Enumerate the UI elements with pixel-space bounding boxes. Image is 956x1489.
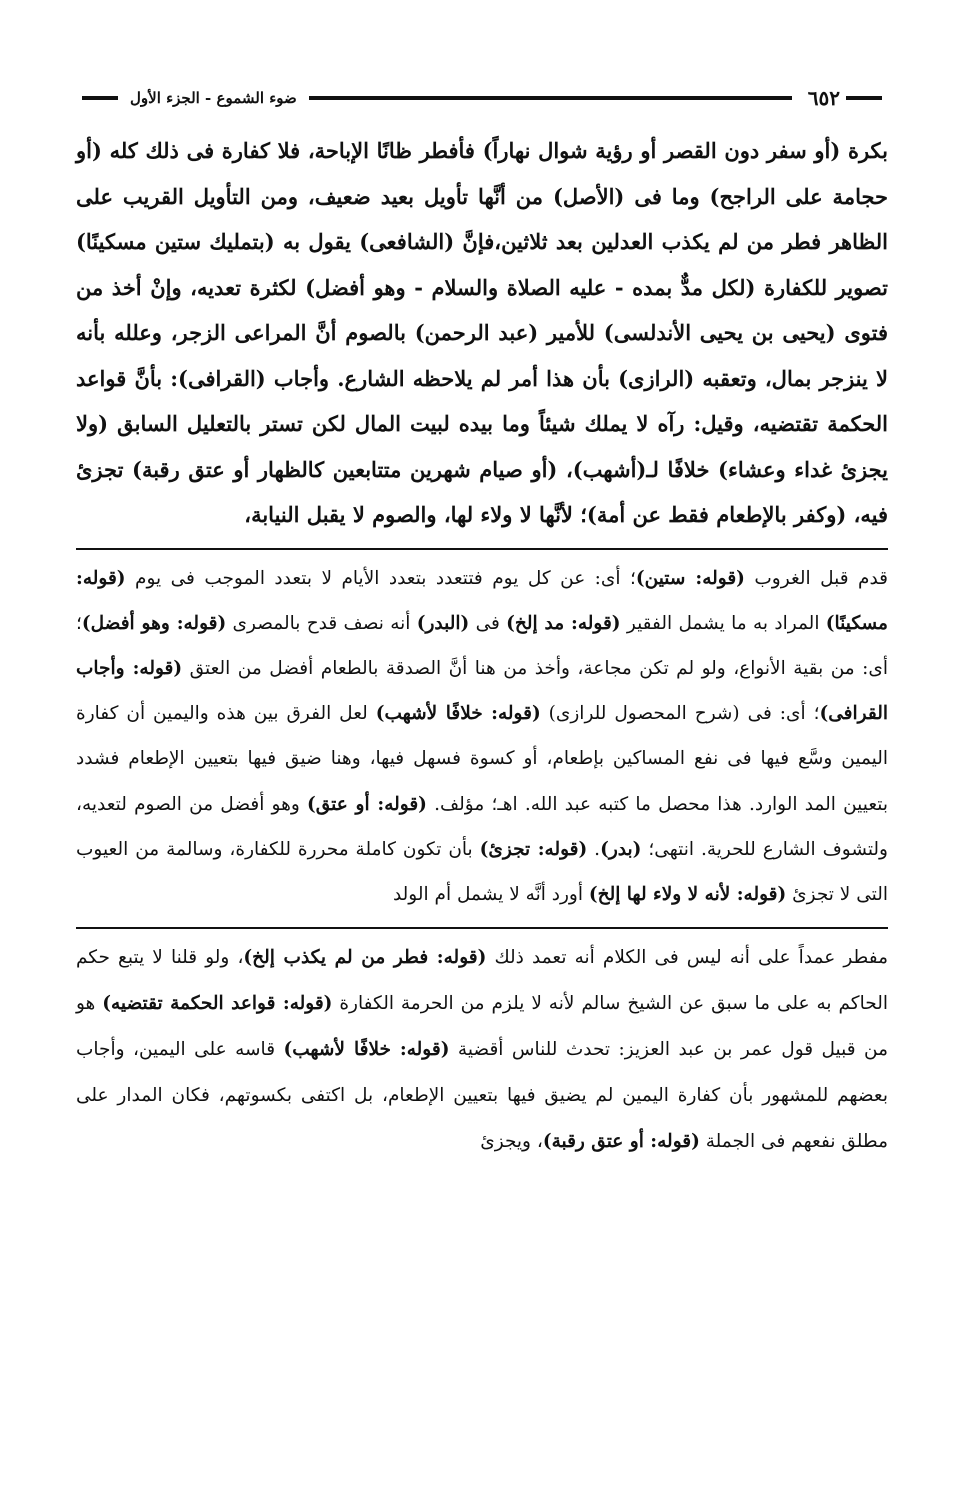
commentary-text-run: ؛ أى: فى (شرح المحصول للرازى) [540, 703, 820, 725]
commentary-text-run: وهو أفضل من الصوم لتعديه، ولتشوف الشارع للحرية. انتهى؛ [76, 793, 888, 860]
commentary-lemma: (قوله: مسكينًا) [76, 567, 888, 634]
commentary-lemma: (قوله: خلافًا لأشهب) [375, 703, 541, 725]
commentary-lemma: (قوله: وأجاب القرافى) [76, 657, 888, 725]
commentary-lemma: (قوله: خلافًا لأشهب) [283, 1039, 450, 1061]
commentary-lemma: (قوله: وهو أفضل) [81, 612, 227, 634]
page-number: ٦٥٢ [807, 86, 840, 110]
main-text: بكرة (أو سفر دون القصر أو رؤية شوال نهاراً) فأفطر ظانًا الإباحة، فلا كفارة فى ذلك كله (أو حجامة على الراجح) وما فى (الأصل) من أنَّها تأويل بعيد ضعيف، ومن التأويل القريب على الظاهر فطر من لم يكذب العدلين بعد ثلاثين،فإنَّ (الشافعى) يقول به (بتمليك ستين مسكينًا) تصوير للكفارة (لكل مدٌّ بمده - عليه الصلاة والسلام - وهو أفضل) لكثرة تعديه، وإنْ أخذ من فتوى (يحيى بن يحيى الأندلسى) للأمير (عبد الرحمن) بالصوم أنَّ المراعى الزجر، وعلله بأنه لا ينزجر بمال، وتعقبه (الرازى) بأن هذا أمر لم يلاحظه الشارع. وأجاب (القرافى): بأنَّ قواعد الحكمة تقتضيه، وقيل: رآه لا يملك شيئاً وما بيده لبيت المال لكن تستر بالتعليل السابق (ولا يجزئ غداء وعشاء) خلافًا لـ(أشهب)، (أو صيام شهرين متتابعين كالظهار أو عتق رقبة) تجزئ فيه، (وكفر بالإطعام فقط عن أمة)؛ لأنَّها لا ولاء لها، والصوم لا يقبل النيابة، [76, 138, 888, 527]
commentary-lemma: (قوله: أو عتق رقبة) [542, 1131, 700, 1153]
commentary-text-run: ، ويجزئ [480, 1131, 543, 1153]
main-text-block [76, 128, 888, 538]
commentary-lemma: (قوله: تجزئ) [479, 838, 588, 860]
commentary-1-text [76, 556, 888, 918]
commentary-lemma: (قوله: أو عتق) [306, 793, 427, 815]
header-rule-right [846, 96, 882, 100]
commentary-text-run: قاسه على اليمين، وأجاب بعضهم للمشهور بأن كفارة اليمين لم يضيق فيها بتعيين الإطعام، بل اكتفى بكسوتهم، فكان المدار على مطلق نفعهم فى الجملة [76, 1039, 888, 1153]
commentary-lemma: (قوله: لأنه لا ولاء لها إلخ) [588, 883, 787, 905]
commentary-2-text [76, 935, 888, 1165]
commentary-lemma: (قوله: قواعد الحكمة تقتضيه) [102, 993, 333, 1015]
header-rule-left [82, 96, 118, 100]
commentary-text-run: مفطر عمداً على أنه ليس فى الكلام أنه تعمد ذلك [486, 947, 888, 969]
commentary-text-run: ، ولو قلنا لا يتبع حكم الحاكم به على ما سبق عن الشيخ سالم لأنه لا يلزم من الحرمة الكفارة [76, 947, 888, 1015]
commentary-lemma: (بدر) [600, 838, 642, 860]
commentary-text-run: هو من قبيل قول عمر بن عبد العزيز: تحدث للناس أقضية [76, 993, 888, 1061]
commentary-text-run: قدم قبل الغروب [744, 567, 888, 589]
book-page [76, 78, 888, 1165]
commentary-lemma: (قوله: فطر من لم يكذب إلخ) [243, 947, 487, 969]
commentary-block-1 [76, 556, 888, 918]
commentary-text-run: . [587, 838, 601, 860]
commentary-lemma: (قوله: مد إلخ) [506, 612, 621, 634]
header-rule-middle [309, 96, 792, 100]
page-header [76, 78, 888, 118]
commentary-lemma: (قوله: ستين) [635, 567, 745, 589]
commentary-block-2 [76, 935, 888, 1165]
commentary-text-run: ؛ أى: من بقية الأنواع، ولو لم تكن مجاعة، وأخذ من هنا أنَّ الصدقة بالطعام أفضل من العتق [76, 612, 889, 679]
commentary-text-run: أورد أنَّه لا يشمل أم الولد [392, 883, 589, 905]
commentary-text-run: لعل الفرق بين هذه واليمين أن كفارة اليمين وسَّع فيها فى نفع المساكين بإطعام، أو كسوة فسهل فيها، وهنا ضيق فيها بتعيين الإطعام فشدد بتعيين المد الوارد. هذا محصل ما كتبه عبد الله. اهـ؛ مؤلف. [76, 703, 888, 815]
commentary-lemma: (البدر) [416, 612, 470, 634]
separator-rule-2 [76, 927, 888, 929]
commentary-text-run: فى [469, 612, 507, 634]
commentary-text-run: ؛ أى: عن كل يوم فتتعدد بتعدد الأيام لا بتعدد الموجب فى يوم [125, 567, 636, 589]
commentary-text-run: بأن تكون كاملة محررة للكفارة، وسالمة من العيوب التى لا تجزئ [76, 838, 888, 905]
running-title: ضوء الشموع - الجزء الأول [130, 89, 297, 107]
commentary-text-run: أنه نصف قدح بالمصرى [226, 612, 417, 634]
commentary-text-run: المراد به ما يشمل الفقير [620, 612, 826, 634]
separator-rule-1 [76, 548, 888, 550]
